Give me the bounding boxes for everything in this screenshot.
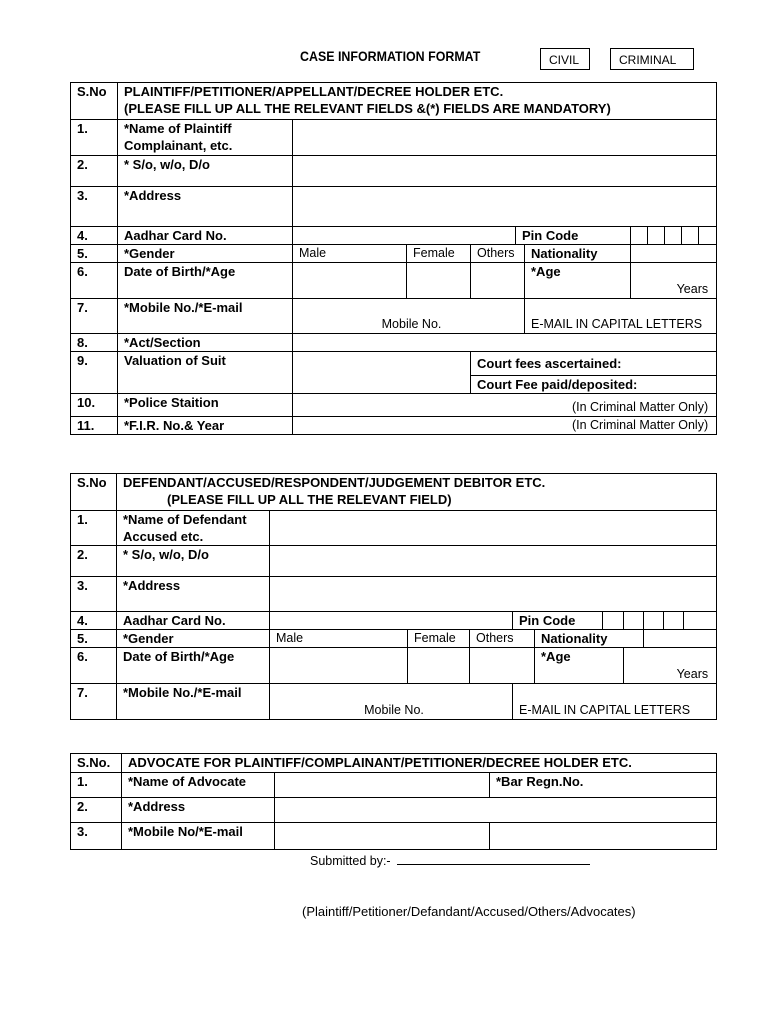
fir-field[interactable]: (In Criminal Matter Only) — [293, 417, 717, 435]
plaintiff-mobile-field[interactable]: Mobile No. — [293, 299, 525, 334]
row-number: 1. — [71, 511, 117, 546]
defendant-nationality-label: Nationality — [535, 630, 644, 648]
plaintiff-nationality-field[interactable] — [631, 245, 717, 263]
plaintiff-aadhar-field[interactable] — [293, 227, 516, 245]
plaintiff-name-field[interactable] — [293, 120, 717, 156]
defendant-aadhar-field[interactable] — [270, 612, 513, 630]
row-number: 3. — [71, 187, 118, 227]
row-number: 7. — [71, 299, 118, 334]
plaintiff-section-heading: PLAINTIFF/PETITIONER/APPELLANT/DECREE HOLDER ETC. (PLEASE FILL UP ALL THE RELEVANT FIELDS &(*) FIELDS ARE MANDATORY) — [118, 83, 717, 120]
row-number: 2. — [71, 798, 122, 823]
plaintiff-gender-male[interactable]: Male — [293, 245, 407, 263]
row-number: 3. — [71, 823, 122, 850]
row-number: 6. — [71, 648, 117, 684]
row-number: 2. — [71, 156, 118, 187]
signature-line[interactable] — [397, 852, 590, 865]
sno-header: S.No. — [71, 754, 122, 773]
plaintiff-gender-others[interactable]: Others — [471, 245, 525, 263]
plaintiff-pin-digit[interactable] — [699, 227, 717, 245]
defendant-nationality-field[interactable] — [644, 630, 717, 648]
defendant-address-field[interactable] — [270, 577, 717, 612]
plaintiff-dob-day[interactable] — [293, 263, 407, 299]
plaintiff-valuation-label: Valuation of Suit — [118, 352, 293, 394]
defendant-pin-digit[interactable] — [644, 612, 664, 630]
plaintiff-contact-label: *Mobile No./*E-mail — [118, 299, 293, 334]
row-number: 11. — [71, 417, 118, 435]
plaintiff-address-label: *Address — [118, 187, 293, 227]
form-title: CASE INFORMATION FORMAT — [300, 49, 481, 64]
defendant-dob-year[interactable] — [470, 648, 535, 684]
advocate-address-label: *Address — [122, 798, 275, 823]
plaintiff-pin-digit[interactable] — [665, 227, 682, 245]
defendant-gender-male[interactable]: Male — [270, 630, 408, 648]
row-number: 9. — [71, 352, 118, 394]
civil-checkbox[interactable]: CIVIL — [540, 48, 590, 70]
defendant-gender-label: *Gender — [117, 630, 270, 648]
submitted-by-label: Submitted by:- — [310, 854, 391, 868]
defendant-email-field[interactable]: E-MAIL IN CAPITAL LETTERS — [513, 684, 717, 720]
fir-label: *F.I.R. No.& Year — [118, 417, 293, 435]
row-number: 1. — [71, 773, 122, 798]
row-number: 2. — [71, 546, 117, 577]
advocate-contact-label: *Mobile No/*E-mail — [122, 823, 275, 850]
plaintiff-valuation-field[interactable] — [293, 352, 471, 394]
defendant-gender-female[interactable]: Female — [408, 630, 470, 648]
advocate-mobile-field[interactable] — [275, 823, 490, 850]
plaintiff-address-field[interactable] — [293, 187, 717, 227]
row-number: 1. — [71, 120, 118, 156]
advocate-address-field[interactable] — [275, 798, 717, 823]
row-number: 4. — [71, 612, 117, 630]
bar-regn-field[interactable]: *Bar Regn.No. — [490, 773, 717, 798]
row-number: 4. — [71, 227, 118, 245]
advocate-name-field[interactable] — [275, 773, 490, 798]
row-number: 7. — [71, 684, 117, 720]
police-station-field[interactable]: (In Criminal Matter Only) — [293, 394, 717, 417]
defendant-contact-label: *Mobile No./*E-mail — [117, 684, 270, 720]
defendant-aadhar-label: Aadhar Card No. — [117, 612, 270, 630]
defendant-table — [70, 473, 717, 720]
defendant-name-field[interactable] — [270, 511, 717, 546]
plaintiff-pin-label: Pin Code — [516, 227, 631, 245]
defendant-address-label: *Address — [117, 577, 270, 612]
court-fees-ascertained[interactable]: Court fees ascertained: — [471, 352, 717, 376]
row-number: 3. — [71, 577, 117, 612]
advocate-section-heading: ADVOCATE FOR PLAINTIFF/COMPLAINANT/PETITIONER/DECREE HOLDER ETC. — [122, 754, 717, 773]
plaintiff-act-label: *Act/Section — [118, 334, 293, 352]
plaintiff-pin-digit[interactable] — [682, 227, 699, 245]
plaintiff-dob-year[interactable] — [471, 263, 525, 299]
advocate-table — [70, 753, 717, 850]
submitter-roles: (Plaintiff/Petitioner/Defandant/Accused/Others/Advocates) — [302, 904, 636, 919]
defendant-pin-digit[interactable] — [624, 612, 644, 630]
defendant-relation-label: * S/o, w/o, D/o — [117, 546, 270, 577]
advocate-email-field[interactable] — [490, 823, 717, 850]
advocate-name-label: *Name of Advocate — [122, 773, 275, 798]
plaintiff-act-field[interactable] — [293, 334, 717, 352]
plaintiff-gender-label: *Gender — [118, 245, 293, 263]
plaintiff-age-label: *Age — [525, 263, 631, 299]
plaintiff-table — [70, 82, 717, 435]
criminal-checkbox[interactable]: CRIMINAL — [610, 48, 694, 70]
plaintiff-pin-digit[interactable] — [648, 227, 665, 245]
police-station-label: *Police Staition — [118, 394, 293, 417]
plaintiff-gender-female[interactable]: Female — [407, 245, 471, 263]
defendant-age-label: *Age — [535, 648, 624, 684]
defendant-name-label: *Name of Defendant Accused etc. — [117, 511, 270, 546]
plaintiff-relation-field[interactable] — [293, 156, 717, 187]
submitted-by — [310, 852, 590, 868]
defendant-pin-digit[interactable] — [664, 612, 684, 630]
defendant-mobile-field[interactable]: Mobile No. — [270, 684, 513, 720]
defendant-relation-field[interactable] — [270, 546, 717, 577]
defendant-gender-others[interactable]: Others — [470, 630, 535, 648]
plaintiff-pin-digit[interactable] — [631, 227, 648, 245]
plaintiff-age-years[interactable]: Years — [631, 263, 717, 299]
defendant-pin-label: Pin Code — [513, 612, 603, 630]
defendant-dob-month[interactable] — [408, 648, 470, 684]
plaintiff-nationality-label: Nationality — [525, 245, 631, 263]
plaintiff-name-label: *Name of Plaintiff Complainant, etc. — [118, 120, 293, 156]
plaintiff-email-field[interactable]: E-MAIL IN CAPITAL LETTERS — [525, 299, 717, 334]
row-number: 5. — [71, 245, 118, 263]
row-number: 8. — [71, 334, 118, 352]
defendant-dob-day[interactable] — [270, 648, 408, 684]
row-number: 5. — [71, 630, 117, 648]
sno-header: S.No — [71, 83, 118, 120]
court-fee-paid[interactable]: Court Fee paid/deposited: — [471, 376, 717, 394]
row-number: 6. — [71, 263, 118, 299]
row-number: 10. — [71, 394, 118, 417]
sno-header: S.No — [71, 474, 117, 511]
plaintiff-relation-label: * S/o, w/o, D/o — [118, 156, 293, 187]
defendant-section-heading: DEFENDANT/ACCUSED/RESPONDENT/JUDGEMENT DEBITOR ETC. (PLEASE FILL UP ALL THE RELEVANT FIELD) — [117, 474, 717, 511]
plaintiff-aadhar-label: Aadhar Card No. — [118, 227, 293, 245]
defendant-age-years[interactable]: Years — [624, 648, 717, 684]
plaintiff-dob-month[interactable] — [407, 263, 471, 299]
defendant-dob-label: Date of Birth/*Age — [117, 648, 270, 684]
defendant-pin-digit[interactable] — [684, 612, 717, 630]
plaintiff-dob-label: Date of Birth/*Age — [118, 263, 293, 299]
defendant-pin-digit[interactable] — [603, 612, 624, 630]
